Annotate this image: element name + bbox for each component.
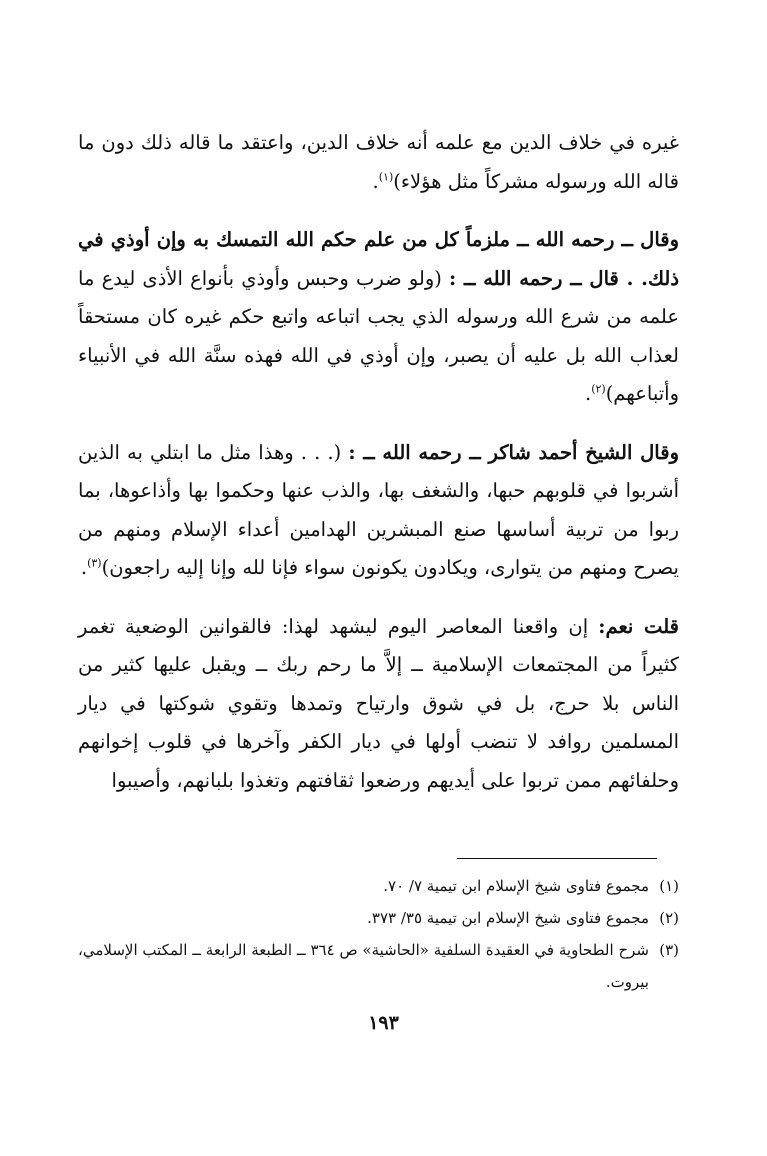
paragraph-lead: وقال ــ رحمه الله ــ ملزماً كل من علم حكم الله التمسك به وإن أوذي في ذلك. . قال ــ رحمه الله ــ : — [78, 228, 680, 290]
footnote-text: شرح الطحاوية في العقيدة السلفية «الحاشية» ص ٣٦٤ ــ الطبعة الرابعة ــ المكتب الإسلامي، بيروت. — [78, 941, 649, 991]
footnote-3 — [78, 934, 679, 998]
footnote-number: (٢) — [659, 909, 679, 927]
page-number: ١٩٣ — [368, 1012, 399, 1034]
footnote-ref: (١) — [378, 170, 394, 183]
footnote-ref: (٢) — [591, 382, 606, 396]
footnote-text: مجموع فتاوى شيخ الإسلام ابن تيمية ٧/ ٧٠. — [383, 877, 649, 895]
footnote-text: مجموع فتاوى شيخ الإسلام ابن تيمية ٣٥/ ٣٧٣. — [367, 909, 649, 927]
footnote-number: (١) — [659, 877, 679, 895]
paragraph-lead: قلت نعم: — [598, 614, 679, 638]
paragraph-lead: وقال الشيخ أحمد شاكر ــ رحمه الله ــ : — [348, 440, 679, 464]
paragraph-3: وقال الشيخ أحمد شاكر ــ رحمه الله ــ : (. . . وهذا مثل ما ابتلي به الذين أشربوا في قلوبهم حبها، والشغف بها، والذب عنها وحكموا بها وأذاعوها، بما ربوا من تربية أساسها صنع المبشرين الهدامين أعداء الإسلام ومنهم من يصرح ومنهم من يتوارى، ويكادون يكونون سواء فإنا لله وإنا إليه راجعون)$^{(٣)}$. — [78, 440, 679, 579]
footnote-1 — [78, 870, 679, 902]
footnotes — [78, 870, 679, 998]
paragraph-4 — [78, 608, 679, 801]
paragraph-text: (ولو ضرب وحبس وأوذي بأنواع الأذى ليدع ما علمه من شرع الله ورسوله الذي يجب اتباعه واتبع حكم غيره كان مستحقاً لعذاب الله بل عليه أن يصبر، وإن أوذي في الله فهذه سنَّة الله في الأنبياء وأتباعهم) — [78, 266, 679, 405]
footnote-number: (٣) — [659, 941, 679, 959]
body-text — [78, 124, 679, 820]
paragraph-text: غيره في خلاف الدين مع علمه أنه خلاف الدين، واعتقد ما قاله ذلك دون ما قاله الله ورسوله مشركاً مثل هؤلاء) — [78, 131, 679, 193]
footnote-divider — [457, 858, 657, 859]
paragraph-text: (. . . وهذا مثل ما ابتلي به الذين أشربوا في قلوبهم حبها، والشغف بها، والذب عنها وحكموا بها وأذاعوها، بما ربوا من تربية أساسها صنع المبشرين الهدامين أعداء الإسلام ومنهم من يصرح ومنهم من يتوارى، ويكادون يكونون سواء فإنا لله وإنا إليه راجعون) — [78, 440, 679, 579]
paragraph-1: غيره في خلاف الدين مع علمه أنه خلاف الدين، واعتقد ما قاله ذلك دون ما قاله الله ورسوله مشركاً مثل هؤلاء)$^{(١)}$. — [78, 131, 679, 193]
footnote-ref: (٣) — [87, 556, 102, 570]
paragraph-text: إن واقعنا المعاصر اليوم ليشهد لهذا: فالقوانين الوضعية تغمر كثيراً من المجتمعات الإسلامية ــ إلاَّ ما رحم ربك ــ ويقبل عليها كثير من الناس بلا حرج، بل في شوق وارتياح وتمدها وتقوي شوكتها في ديار المسلمين روافد لا تنضب أولها في ديار الكفر وآخرها في قلوب إخوانهم وحلفائهم ممن تربوا على أيديهم ورضعوا ثقافتهم وتغذوا بلبانهم، وأصيبوا — [78, 614, 679, 792]
paragraph-2: وقال ــ رحمه الله ــ ملزماً كل من علم حكم الله التمسك به وإن أوذي في ذلك. . قال ــ رحمه الله ــ : (ولو ضرب وحبس وأوذي بأنواع الأذى ليدع ما علمه من شرع الله ورسوله الذي يجب اتباعه واتبع حكم غيره كان مستحقاً لعذاب الله بل عليه أن يصبر، وإن أوذي في الله فهذه سنَّة الله في الأنبياء وأتباعهم)$^{(٢)}$. — [78, 228, 680, 405]
footnote-2 — [78, 902, 679, 934]
